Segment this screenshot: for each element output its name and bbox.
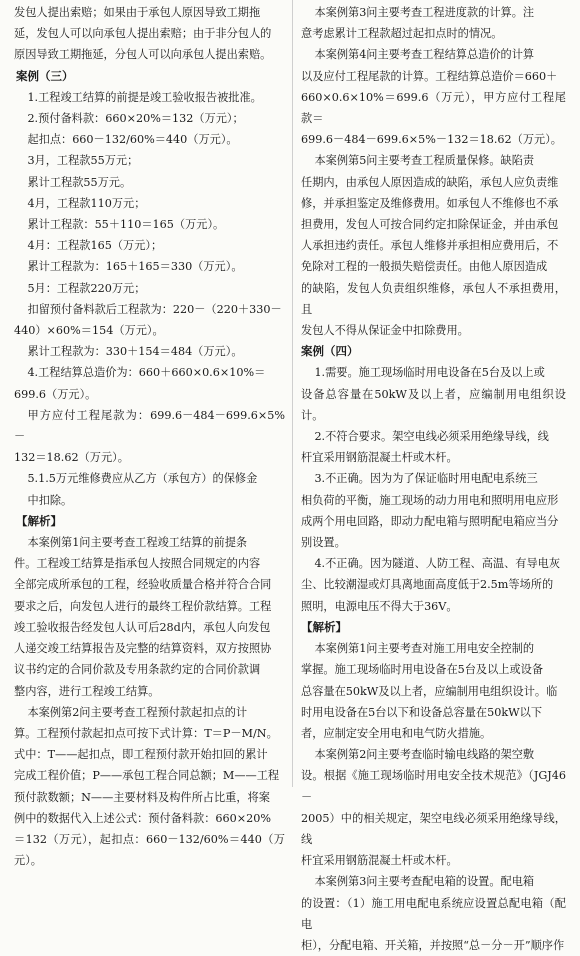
- case4-line: 照明，电源电压不得大于36V。: [301, 599, 458, 613]
- right-intro-line: 任期内，由承包人原因造成的缺陷，承包人应负责维: [301, 175, 559, 189]
- case3-line: 累计工程款55万元。: [27, 175, 132, 189]
- case3-line: 4月：工程款165（万元）；: [27, 239, 163, 253]
- case3-line: 699.6（万元）。: [14, 387, 97, 401]
- analysis-line: 人递交竣工结算报告及完整的结算资料，双方按照协: [14, 642, 272, 656]
- right-intro-line: 660×0.6×10%＝699.6（万元），甲方应付工程尾款＝: [301, 90, 566, 126]
- case4-line: 尘、比较潮湿或灯具离地面高度低于2.5m等场所的: [301, 578, 554, 592]
- case4-line: 杆宜采用钢筋混凝土杆或木杆。: [301, 451, 458, 465]
- analysis-line: 竣工验收报告经发包人认可后28d内，承包人向发包: [14, 620, 271, 634]
- case3-line: 132＝18.62（万元）。: [14, 451, 129, 465]
- left-intro-line: 原因导致工期拖延，分包人可以向承包人提出索赔。: [14, 48, 272, 62]
- case4-heading: 案例（四）: [301, 344, 359, 359]
- analysis-line: 总容量在50kW及以上者，应编制用电组织设计。临: [301, 684, 558, 698]
- analysis-line: 的设置：（1）施工用电配电系统应设置总配电箱（配电: [301, 896, 566, 931]
- left-column: [14, 2, 285, 871]
- analysis-line: 完成工程价值；P——承包工程合同总额；M——工程: [14, 769, 280, 783]
- case3-line: 5.1.5万元维修费应从乙方（承包方）的保修金: [27, 472, 258, 486]
- analysis-line: 式中：T——起扣点，即工程预付款开始扣回的累计: [14, 748, 268, 762]
- case4-line: 成两个用电回路，即动力配电箱与照明配电箱应当分: [301, 514, 559, 528]
- analysis-line: ＝132（万元），起扣点：660－132/60%＝440（万元）。: [14, 832, 285, 868]
- case3-line: 2.预付备料款：660×20%＝132（万元）；: [27, 112, 244, 126]
- right-column: [301, 2, 566, 956]
- case3-line: 甲方应付工程尾款为：699.6－484－699.6×5%－: [14, 408, 285, 444]
- case4-line: 1.需要。施工现场临时用电设备在5台及以上或: [314, 366, 545, 380]
- analysis-line: 本案例第2问主要考查工程预付款起扣点的计: [27, 705, 248, 719]
- case3-line: 440）×60%＝154（万元）。: [14, 324, 164, 338]
- analysis-line: 2005）中的相关规定，架空电线必须采用绝缘导线，线: [301, 811, 566, 846]
- case3-line: 累计工程款：55＋110＝165（万元）。: [27, 218, 225, 232]
- analysis-line: 算。工程预付款起扣点可按下式计算：T＝P－M/N。: [14, 726, 278, 740]
- case4-line: 3.不正确。因为为了保证临时用电配电系统三: [314, 472, 538, 486]
- right-intro-line: 以及应付工程尾款的计算。工程结算总造价＝660＋: [301, 69, 558, 83]
- case3-line: 1.工程竣工结算的前提是竣工验收报告被批准。: [27, 90, 262, 104]
- case4-line: 2.不符合要求。架空电线必须采用绝缘导线，线: [314, 430, 549, 444]
- analysis-line: 全部完成所承包的工程，经验收质量合格并符合合同: [14, 578, 272, 592]
- analysis-heading: 【解析】: [16, 513, 62, 528]
- analysis-line: 本案例第2问主要考查临时输电线路的架空敷: [314, 748, 535, 762]
- case3-heading: 案例（三）: [16, 68, 74, 83]
- analysis-line: 本案例第1问主要考查工程竣工结算的前提条: [27, 536, 248, 550]
- case3-line: 累计工程款为：165＋165＝330（万元）。: [27, 260, 243, 274]
- case4-line: 相负荷的平衡，施工现场的动力用电和照明用电应形: [301, 493, 559, 507]
- case3-line: 扣留预付备料款后工程款为：220－（220＋330－: [27, 302, 282, 316]
- right-intro-line: 人承担违约责任。承包人维修并承担相应费用后，不: [301, 239, 559, 253]
- right-intro-line: 本案例第5问主要考查工程质量保修。缺陷责: [314, 154, 535, 168]
- case3-line: 5月：工程款220万元；: [27, 281, 146, 295]
- analysis-heading: 【解析】: [301, 619, 347, 634]
- analysis-line: 议书约定的合同价款及专用条款约定的合同价款调: [14, 663, 261, 677]
- analysis-line: 设。根据《施工现场临时用电安全技术规范》（JGJ46－: [301, 769, 566, 804]
- left-intro-line: 延，发包人可以向承包人提出索赔；由于非分包人的: [14, 27, 272, 41]
- case3-line: 起扣点：660－132/60%＝440（万元）。: [27, 133, 238, 147]
- analysis-line: 整内容，进行工程竣工结算。: [14, 684, 160, 698]
- column-divider: [292, 0, 293, 787]
- analysis-line: 例中的数据代入上述公式：预付备料款：660×20%: [14, 811, 271, 825]
- analysis-line: 柜），分配电箱、开关箱，并按照“总－分－开”顺序作: [301, 938, 565, 952]
- case3-line: 累计工程款为：330＋154＝484（万元）。: [27, 345, 243, 359]
- right-intro-line: 本案例第4问主要考查工程结算总造价的计算: [314, 48, 535, 62]
- case3-line: 中扣除。: [27, 493, 73, 507]
- right-intro-line: 修，并承担鉴定及维修费用。如承包人不维修也不承: [301, 196, 559, 210]
- analysis-line: 杆宜采用钢筋混凝土杆或木杆。: [301, 854, 458, 868]
- analysis-line: 掌握。施工现场临时用电设备在5台及以上或设备: [301, 663, 544, 677]
- analysis-line: 要求之后，向发包人进行的最终工程价款结算。工程: [14, 599, 272, 613]
- analysis-line: 本案例第3问主要考查配电箱的设置。配电箱: [314, 875, 535, 889]
- case3-line: 4月，工程款110万元；: [27, 196, 146, 210]
- right-intro-line: 意考虑累计工程款超过起扣点时的情况。: [301, 27, 503, 41]
- right-intro-line: 免除对工程的一般损失赔偿责任。由他人原因造成: [301, 260, 548, 274]
- case3-line: 4.工程结算总造价为：660＋660×0.6×10%＝: [27, 366, 266, 380]
- analysis-line: 者，应制定安全用电和电气防火措施。: [301, 726, 492, 740]
- analysis-line: 本案例第1问主要考查对施工用电安全控制的: [314, 642, 535, 656]
- right-intro-line: 担费用，发包人可按合同约定扣除保证金，并由承包: [301, 218, 559, 232]
- case4-line: 别设置。: [301, 536, 346, 550]
- case3-line: 3月，工程款55万元；: [27, 154, 139, 168]
- analysis-line: 时用电设备在5台以下和设备总容量在50kW以下: [301, 705, 543, 719]
- right-intro-line: 699.6－484－699.6×5%－132＝18.62（万元）。: [301, 133, 562, 147]
- right-intro-line: 发包人不得从保证金中扣除费用。: [301, 324, 469, 338]
- analysis-line: 预付款数额；N——主要材料及构件所占比重，将案: [14, 790, 270, 804]
- right-intro-line: 本案例第3问主要考查工程进度款的计算。注: [314, 6, 535, 19]
- right-intro-line: 的缺陷，发包人负责组织维修，承包人不承担费用，且: [301, 281, 566, 316]
- left-intro-line: 发包人提出索赔；如果由于承包人原因导致工期拖: [14, 6, 261, 19]
- analysis-line: 件。工程竣工结算是指承包人按照合同规定的内容: [14, 557, 261, 571]
- case4-line: 设备总容量在50kW及以上者，应编制用电组织设计。: [301, 387, 566, 422]
- case4-line: 4.不正确。因为隧道、人防工程、高温、有导电灰: [314, 557, 561, 571]
